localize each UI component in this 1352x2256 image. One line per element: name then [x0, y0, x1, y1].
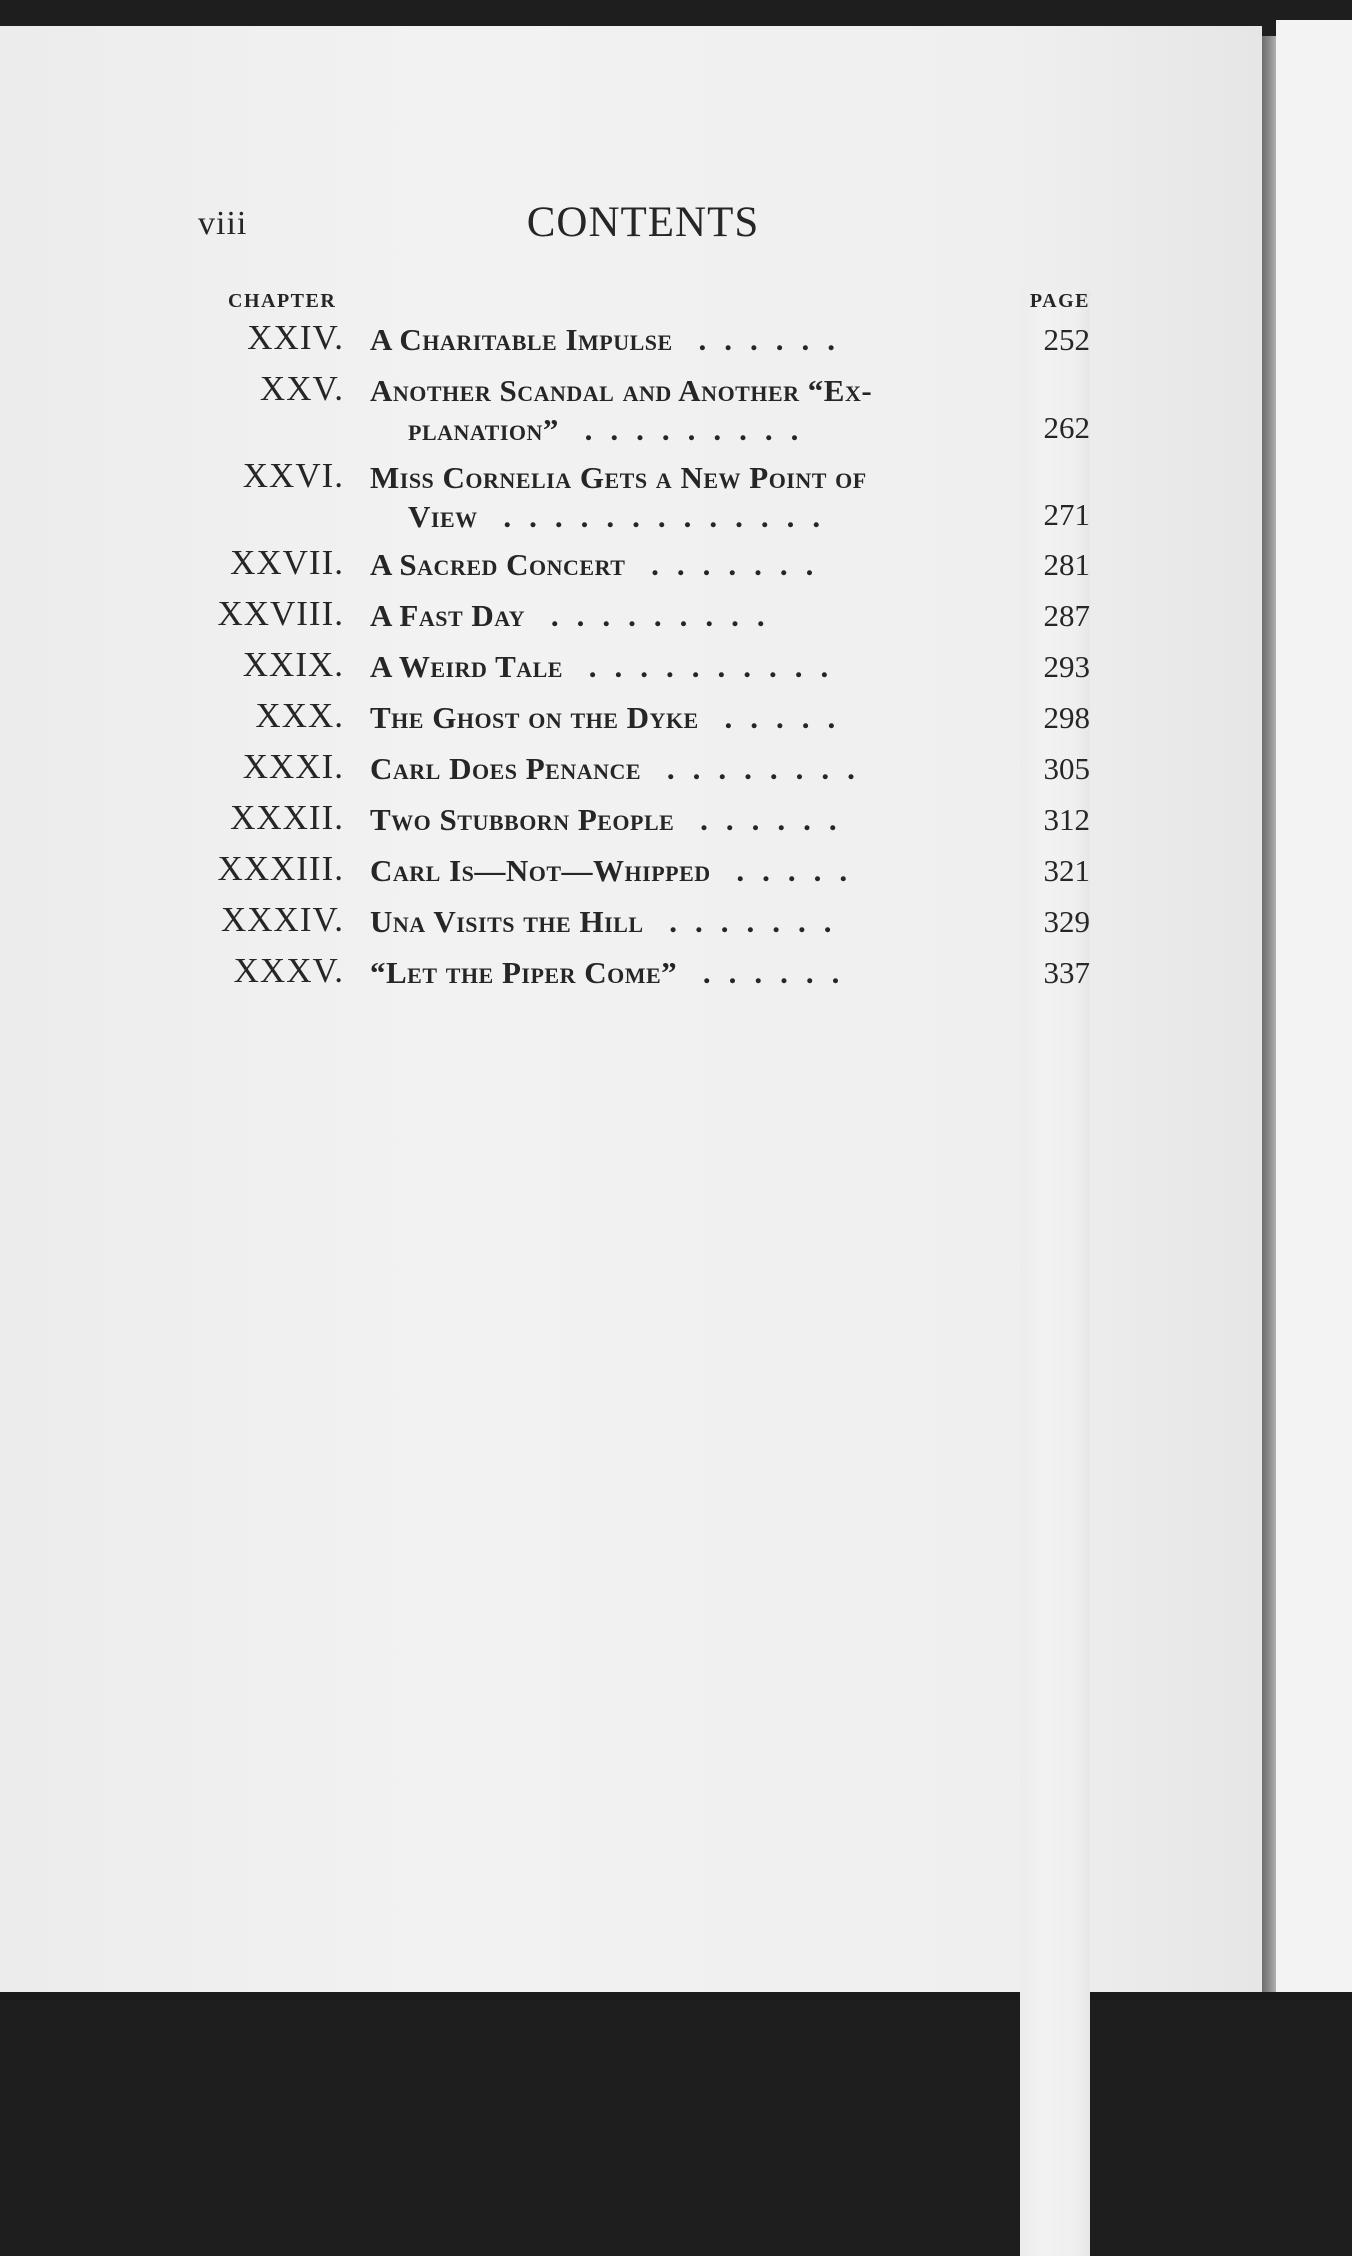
page-folio: viii	[198, 205, 248, 242]
page-number: 293	[1043, 649, 1090, 684]
chapter-title	[370, 953, 1000, 992]
chapter-column-heading: CHAPTER	[228, 290, 337, 312]
chapter-title	[370, 545, 1000, 584]
chapter-title	[370, 371, 1000, 449]
leader-dots: .....	[698, 700, 854, 735]
chapter-title-line: Una Visits the Hill	[370, 904, 644, 939]
chapter-title-line: Carl Is—Not—Whipped	[370, 853, 711, 888]
chapter-number: XXVIII.	[217, 594, 344, 633]
chapter-title	[370, 851, 1000, 890]
page-number: 337	[1043, 955, 1090, 990]
page-number: 305	[1043, 751, 1090, 786]
chapter-number: XXIX.	[242, 645, 344, 684]
page-number: 298	[1043, 700, 1090, 735]
page-number: 271	[1043, 497, 1090, 532]
page-title: CONTENTS	[526, 199, 760, 246]
chapter-title	[370, 698, 1000, 737]
leader-dots: ......	[672, 322, 853, 357]
chapter-title-line: A Sacred Concert	[370, 547, 626, 582]
chapter-number: XXXI.	[242, 747, 344, 786]
toc-entry	[0, 843, 1262, 894]
chapter-title-line: A Charitable Impulse	[370, 322, 673, 357]
chapter-title	[370, 596, 1000, 635]
toc-entry	[0, 945, 1262, 996]
toc-entry	[0, 690, 1262, 741]
chapter-title-line: The Ghost on the Dyke	[370, 700, 699, 735]
chapter-title-line: A Weird Tale	[370, 649, 563, 684]
chapter-title	[370, 458, 1000, 536]
facing-page-edge	[1276, 20, 1352, 1992]
leader-dots: .....	[710, 853, 866, 888]
page-number: 252	[1043, 322, 1090, 357]
chapter-number: XXIV.	[247, 318, 344, 357]
leader-dots: ......	[677, 955, 858, 990]
table-of-contents	[0, 312, 1262, 996]
chapter-number: XXXII.	[230, 798, 344, 837]
chapter-title-line: “Let the Piper Come”	[370, 955, 678, 990]
chapter-title-line: Two Stubborn People	[370, 802, 675, 837]
chapter-title-line: planation”	[408, 412, 559, 447]
page-column-heading: PAGE	[1020, 290, 1090, 2256]
toc-entry	[0, 588, 1262, 639]
chapter-title-line: Carl Does Penance	[370, 751, 642, 786]
toc-entry	[0, 363, 1262, 450]
chapter-title-line: Miss Cornelia Gets a New Point of	[370, 460, 867, 495]
leader-dots: .......	[625, 547, 832, 582]
page-number: 287	[1043, 598, 1090, 633]
chapter-title	[370, 902, 1000, 941]
leader-dots: ..........	[562, 649, 847, 684]
page-number: 321	[1043, 853, 1090, 888]
leader-dots: ......	[674, 802, 855, 837]
chapter-title-continuation	[370, 410, 1000, 449]
toc-entry	[0, 741, 1262, 792]
chapter-number: XXXIII.	[217, 849, 344, 888]
chapter-title-line: Another Scandal and Another “Ex-	[370, 373, 873, 408]
toc-entry	[0, 450, 1262, 537]
toc-entry	[0, 639, 1262, 690]
toc-entry	[0, 894, 1262, 945]
chapter-number: XXVII.	[230, 543, 344, 582]
scan-border	[0, 1992, 1352, 2000]
chapter-number: XXXV.	[233, 951, 344, 990]
page-number: 329	[1043, 904, 1090, 939]
chapter-title	[370, 647, 1000, 686]
leader-dots: .........	[558, 412, 817, 447]
chapter-number: XXV.	[259, 369, 344, 408]
chapter-title-continuation	[370, 497, 1000, 536]
leader-dots: .............	[477, 499, 839, 534]
leader-dots: ........	[641, 751, 873, 786]
chapter-number: XXX.	[255, 696, 344, 735]
toc-entry	[0, 537, 1262, 588]
leader-dots: .........	[525, 598, 783, 633]
chapter-title	[370, 800, 1000, 839]
page-number: 281	[1043, 547, 1090, 582]
chapter-number: XXVI.	[242, 456, 344, 495]
chapter-number: XXXIV.	[221, 900, 344, 939]
chapter-title	[370, 320, 1000, 359]
toc-entry	[0, 312, 1262, 363]
chapter-title-line: View	[408, 499, 478, 534]
toc-entry	[0, 792, 1262, 843]
page-number: 262	[1043, 410, 1090, 445]
leader-dots: .......	[643, 904, 850, 939]
page-edge-shadow	[1262, 36, 1276, 1992]
chapter-title-line: A Fast Day	[370, 598, 526, 633]
chapter-title	[370, 749, 1000, 788]
page-number: 312	[1043, 802, 1090, 837]
